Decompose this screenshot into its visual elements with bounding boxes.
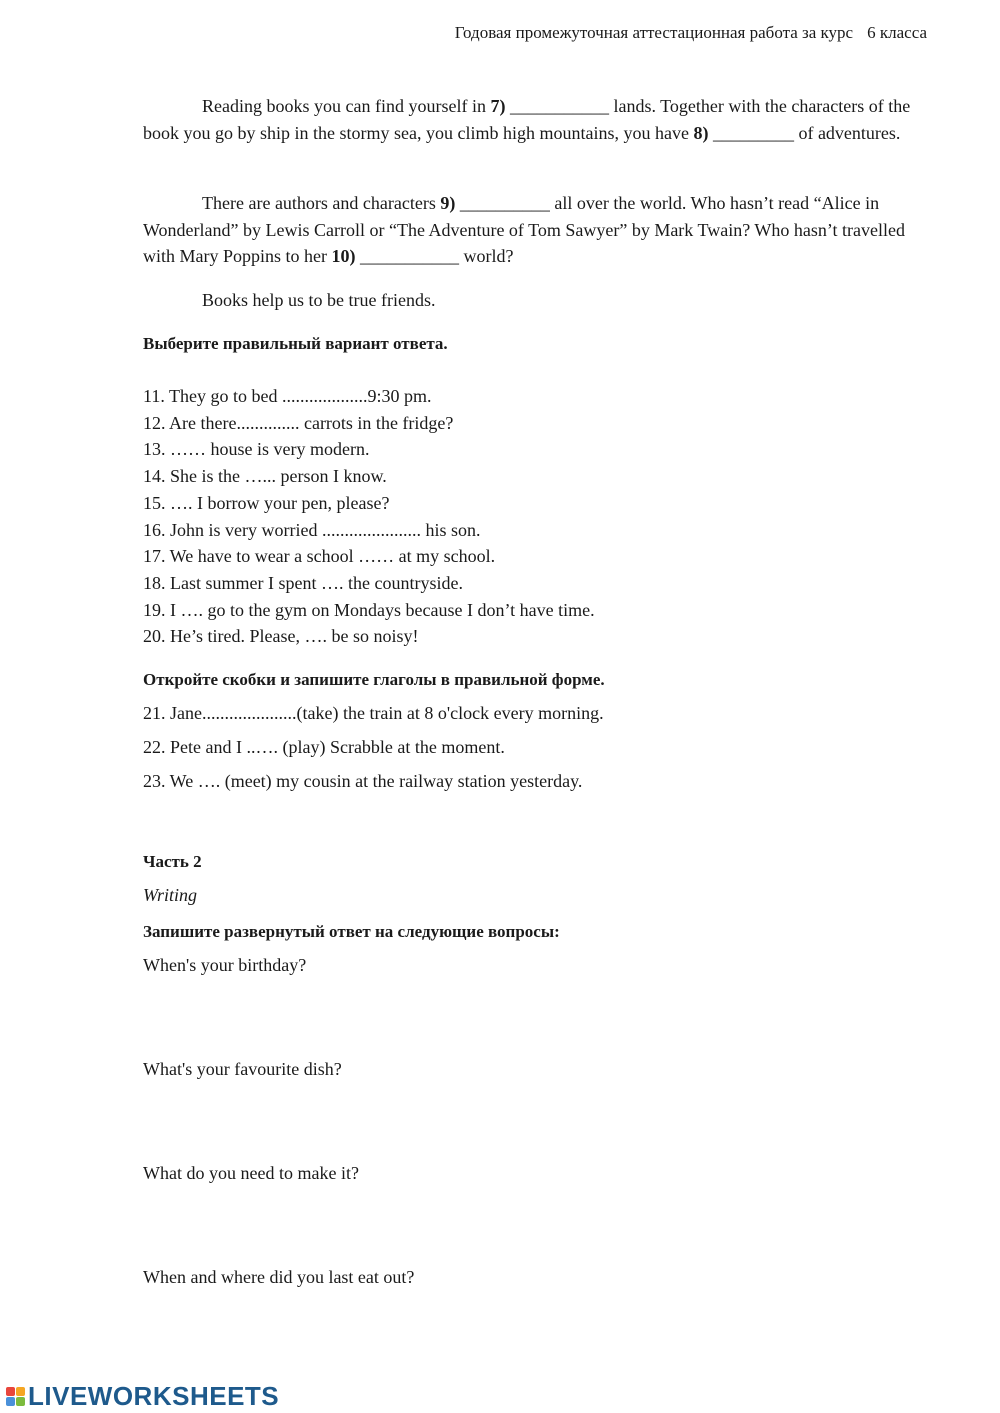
logo-text: LIVEWORKSHEETS [28,1380,280,1411]
liveworksheets-logo[interactable] [6,1380,279,1412]
logo-square [16,1387,25,1396]
list-item: 21. Jane.....................(take) the train at 8 o'clock every morning. [143,703,604,723]
list-item: 20. He’s tired. Please, …. be so noisy! [143,626,419,647]
list-item: 14. She is the …... person I know. [143,466,387,487]
logo-mark-icon [6,1387,25,1406]
header-grade: 6 класса [867,23,927,42]
header-title: Годовая промежуточная аттестационная работа за курс [454,23,854,42]
logo-square [6,1387,15,1396]
list-item: 23. We …. (meet) my cousin at the railway station yesterday. [143,771,583,791]
list-item: 18. Last summer I spent …. the countryside. [143,572,463,593]
section1-list [143,383,595,650]
list-item: 13. …… house is very modern. [143,439,370,460]
question: What do you need to make it? [143,1163,359,1183]
reading-passage-2 [143,190,918,270]
paragraph-3: Books help us to be true friends. [202,290,436,310]
list-item: 22. Pete and I ..…. (play) Scrabble at the moment. [143,737,505,757]
list-item: 12. Are there.............. carrots in the fridge? [143,412,454,433]
list-item: 19. I …. go to the gym on Mondays because I don’t have time. [143,599,595,620]
part2-title: Часть 2 [143,852,202,871]
section1-heading: Выберите правильный вариант ответа. [143,334,448,353]
list-item: 16. John is very worried ...................... his son. [143,519,481,540]
section2-heading: Откройте скобки и запишите глаголы в правильной форме. [143,670,605,689]
reading-passage [143,93,918,146]
list-item: 15. …. I borrow your pen, please? [143,492,390,513]
question: When's your birthday? [143,955,307,975]
part2-subtitle: Writing [143,885,198,905]
page-header [455,23,927,43]
part2-instruction: Запишите развернутый ответ на следующие вопросы: [143,922,560,941]
reading-passage-3 [143,287,918,314]
paragraph-2: There are authors and characters 9) __________ all over the world. Who hasn’t read “Alice in Wonderland” by Lewis Carroll or “The Adventure of Tom Sawyer” by Mark Twain? Who hasn’t travelled with Mary Poppins to her 10) ___________ world? [143,193,905,266]
question: When and where did you last eat out? [143,1267,415,1287]
paragraph-1: Reading books you can find yourself in 7) ___________ lands. Together with the characters of the book you go by ship in the stormy sea, you climb high mountains, you have 8) _________ of adventures. [143,96,911,143]
logo-square [6,1397,15,1406]
question: What's your favourite dish? [143,1059,342,1079]
logo-square [16,1397,25,1406]
list-item: 11. They go to bed ...................9:30 pm. [143,386,432,406]
list-item: 17. We have to wear a school …… at my school. [143,546,496,567]
